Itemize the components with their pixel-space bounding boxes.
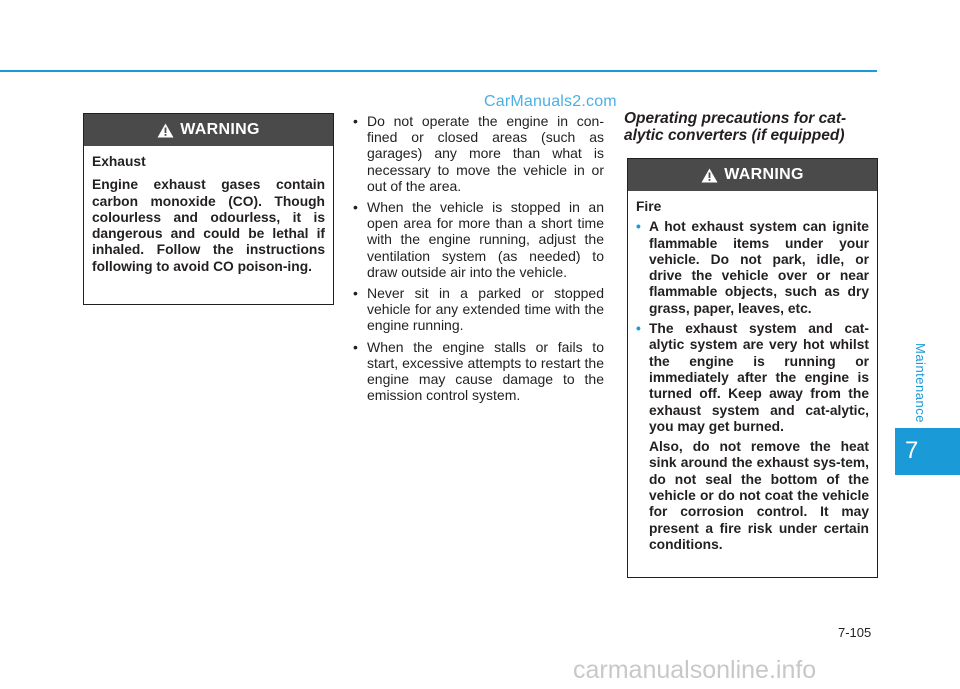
warning-list <box>636 219 869 435</box>
list-item: • A hot exhaust system can ignite flammable items under your vehicle. Do not park, idle, or drive the vehicle over or near flammable objects, such as dry grass, paper, leaves, etc. <box>636 219 869 316</box>
list-item: • Never sit in a parked or stopped vehicle for any extended time with the engine running. <box>353 285 604 334</box>
bullet-icon: • <box>636 219 641 235</box>
watermark-top: CarManuals2.com <box>484 93 617 110</box>
guideline-list <box>352 113 604 403</box>
chapter-number: 7 <box>905 437 919 464</box>
page-number: 7-105 <box>838 625 872 640</box>
warning-header <box>84 114 333 146</box>
header-rule <box>0 70 877 72</box>
list-item: • When the engine stalls or fails to start, excessive attempts to restart the engine may cause damage to the emission control system. <box>353 338 604 404</box>
list-item: • Do not operate the engine in con-fined or closed areas (such as garages) any more than what is necessary to move the vehicle in or out of the area. <box>353 113 604 194</box>
warning-title: Exhaust <box>92 154 146 169</box>
list-item: • The exhaust system and cat-alytic system are very hot whilst the engine is running or immediately after the engine is turned off. Keep away from the exhaust system and cat-alytic, you may get burned. <box>636 321 869 434</box>
chapter-tab <box>895 428 960 475</box>
warning-body <box>84 146 333 283</box>
list-item: • When the vehicle is stopped in an open area for more than a short time with the engine running, adjust the ventilation system (as needed) to draw outside air into the vehicle. <box>353 199 604 280</box>
warning-header-label: WARNING <box>180 121 260 138</box>
warning-extra-paragraph: Also, do not remove the heat sink around the exhaust sys-tem, do not seal the bottom of the vehicle or do not coat the vehicle for corrosion control. It may present a fire risk under certain conditions. <box>649 439 869 552</box>
bullet-icon: • <box>636 321 641 337</box>
warning-header-label: WARNING <box>724 166 804 183</box>
warning-triangle-icon <box>157 123 174 138</box>
fire-warning-box <box>627 158 878 578</box>
warning-header <box>628 159 877 191</box>
warning-text: Engine exhaust gases contain carbon monoxide (CO). Though colourless and odourless, it is dangerous and could be lethal if inhaled. Follow the instructions following to avoid CO poison-ing. <box>92 177 325 274</box>
watermark-bottom: carmanualsonline.info <box>573 656 817 684</box>
section-heading: Operating precautions for cat-alytic converters (if equipped) <box>624 110 847 144</box>
warning-triangle-icon <box>701 168 718 183</box>
section-side-label: Maintenance <box>913 343 928 423</box>
exhaust-warning-box <box>83 113 334 305</box>
warning-body <box>628 191 877 561</box>
ventilation-guidelines <box>352 113 604 408</box>
warning-title: Fire <box>636 199 662 214</box>
